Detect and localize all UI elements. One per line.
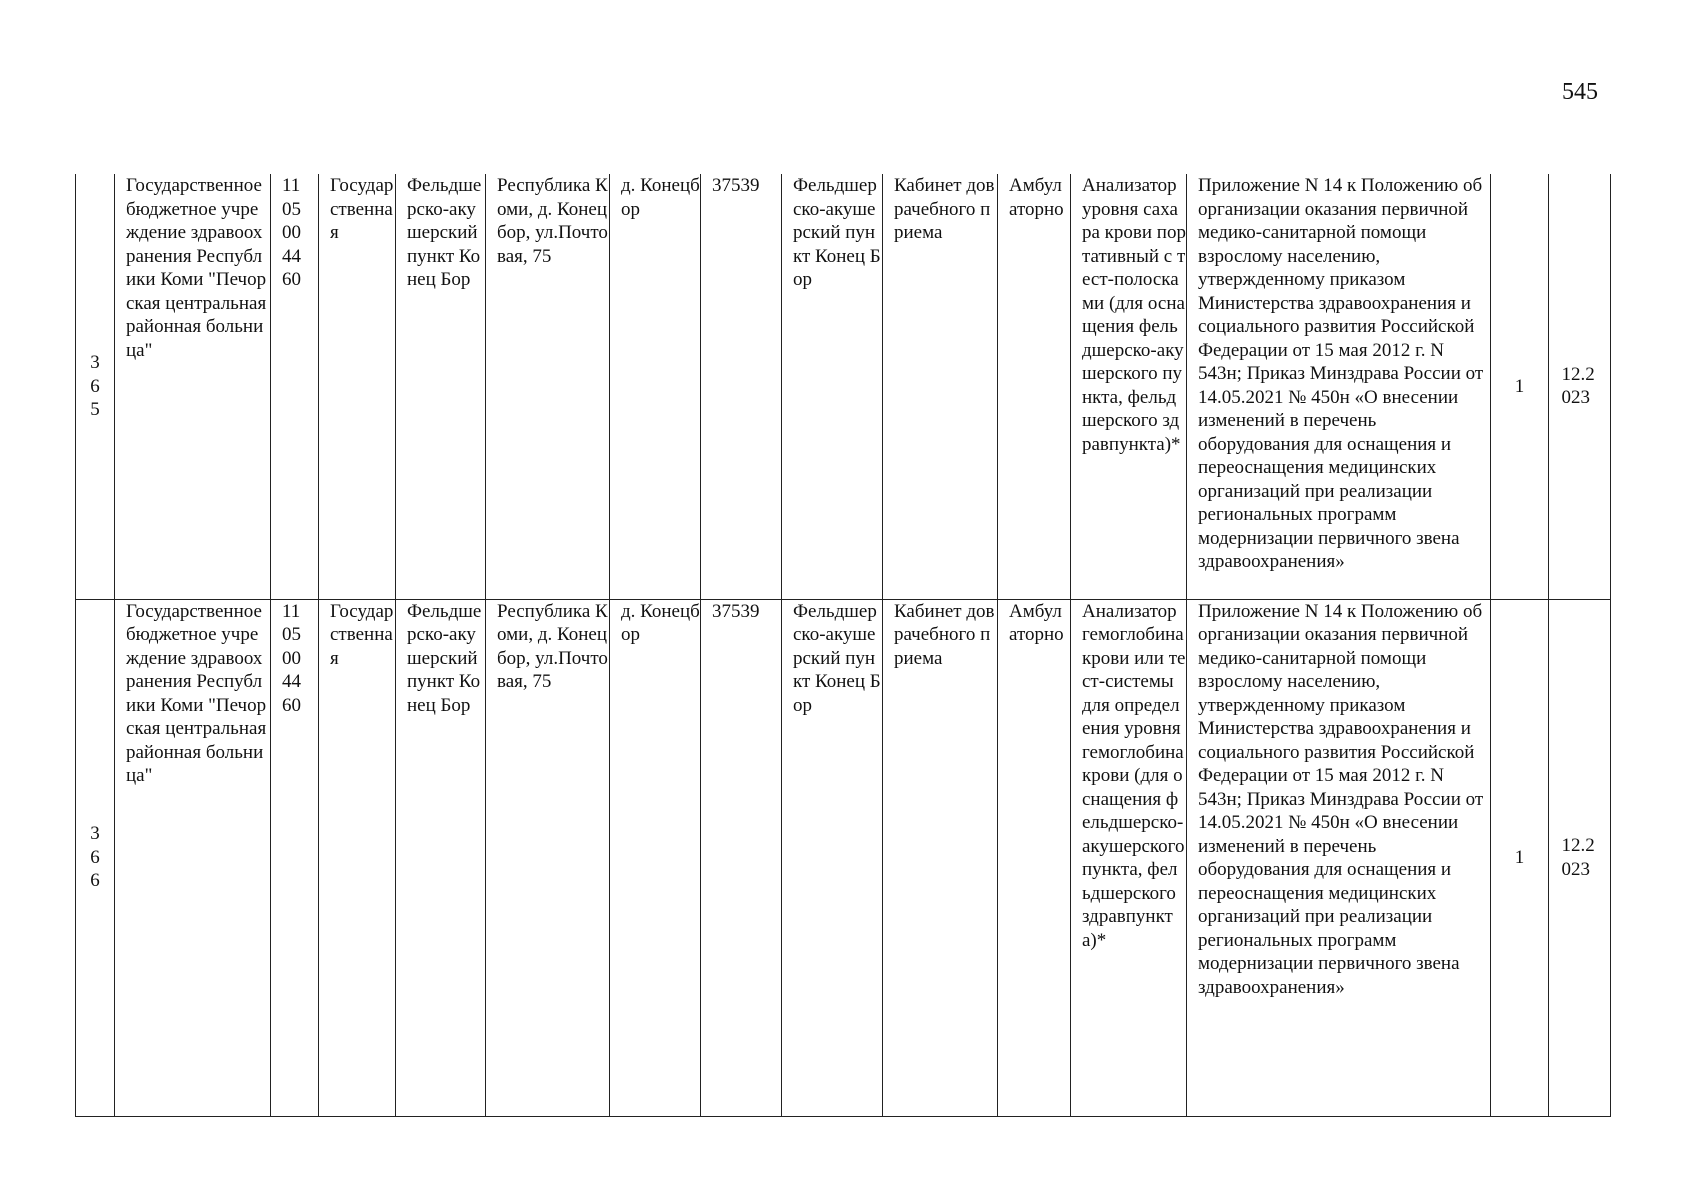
legal-basis: Приложение N 14 к Положению об организации оказания первичной медико-санитарной помощи взрослому населению, утвержденному приказом Министерства здравоохранения и социального развития Российской Федерации от 15 мая 2012 г. N 543н; Приказ Минздрава России от 14.05.2021 № 450н «О внесении изменений в перечень оборудования для оснащения и переоснащения медицинских организаций при реализации региональных программ модернизации первичного звена здравоохранения»: [1198, 600, 1484, 998]
organization-name: Государственное бюджетное учреждение здравоохранения Республики Коми "Печорская центральная районная больница": [126, 175, 267, 361]
care-type-cell: [998, 174, 1071, 599]
subdivision: Фельдшерско-акушерский пункт Конец Бор: [793, 600, 881, 716]
organization-cell: [115, 174, 271, 599]
postcode-cell: [701, 599, 782, 1116]
organization-code: 1105004460: [282, 175, 301, 290]
date-cell: [1549, 599, 1611, 1116]
table-row: [76, 174, 1611, 599]
unit-name: Фельдшерско-акушерский пункт Конец Бор: [407, 600, 482, 716]
postcode: 37539: [712, 600, 760, 622]
care-type: Амбулаторно: [1009, 175, 1064, 220]
postcode-cell: [701, 174, 782, 599]
organization-name: Государственное бюджетное учреждение здравоохранения Республики Коми "Печорская центральная районная больница": [126, 600, 267, 786]
row-number: 365: [90, 352, 100, 420]
equipment-name: Анализатор уровня сахара крови портативный с тест-полосками (для оснащения фельдшерско-акушерского пункта, фельдшерского здравпункта)*: [1082, 175, 1186, 455]
table-row: [76, 599, 1611, 1116]
address-cell: [486, 599, 610, 1116]
room-cell: [883, 174, 998, 599]
address: Республика Коми, д. Конецбор, ул.Почтовая, 75: [497, 175, 608, 267]
settlement: д. Конецбор: [621, 175, 700, 220]
page-number: 545: [1562, 79, 1598, 105]
row-number-cell: [76, 174, 115, 599]
equipment-cell: [1071, 174, 1187, 599]
quantity: 1: [1514, 846, 1525, 868]
subdivision-cell: [782, 174, 883, 599]
quantity-cell: [1491, 174, 1549, 599]
equipment-table: [75, 174, 1611, 1117]
care-type-cell: [998, 599, 1071, 1116]
basis-cell: [1187, 599, 1491, 1116]
unit-name: Фельдшерско-акушерский пункт Конец Бор: [407, 175, 482, 290]
ownership-type: Государственная: [330, 600, 394, 669]
legal-basis: Приложение N 14 к Положению об организации оказания первичной медико-санитарной помощи взрослому населению, утвержденному приказом Министерства здравоохранения и социального развития Российской Федерации от 15 мая 2012 г. N 543н; Приказ Минздрава России от 14.05.2021 № 450н «О внесении изменений в перечень оборудования для оснащения и переоснащения медицинских организаций при реализации региональных программ модернизации первичного звена здравоохранения»: [1198, 175, 1484, 572]
room: Кабинет доврачебного приема: [894, 600, 995, 669]
row-number: 366: [90, 823, 100, 892]
equipment-cell: [1071, 599, 1187, 1116]
quantity-cell: [1491, 599, 1549, 1116]
equipment-name: Анализатор гемоглобина крови или тест-системы для определения уровня гемоглобина крови (для оснащения фельдшерско-акушерского пункта, фельдшерского здравпункта)*: [1082, 600, 1186, 951]
room-cell: [883, 599, 998, 1116]
care-type: Амбулаторно: [1009, 600, 1064, 645]
organization-cell: [115, 599, 271, 1116]
settlement-cell: [610, 174, 701, 599]
address-cell: [486, 174, 610, 599]
postcode: 37539: [712, 175, 760, 196]
quantity: 1: [1514, 375, 1525, 397]
code-cell: [271, 174, 319, 599]
ownership-cell: [319, 599, 396, 1116]
subdivision-cell: [782, 599, 883, 1116]
room: Кабинет доврачебного приема: [894, 175, 995, 243]
ownership-cell: [319, 174, 396, 599]
unit-cell: [396, 174, 486, 599]
address: Республика Коми, д. Конецбор, ул.Почтовая, 75: [497, 600, 608, 692]
date-cell: [1549, 174, 1611, 599]
basis-cell: [1187, 174, 1491, 599]
settlement: д. Конецбор: [621, 600, 700, 645]
subdivision: Фельдшерско-акушерский пункт Конец Бор: [793, 175, 881, 290]
code-cell: [271, 599, 319, 1116]
unit-cell: [396, 599, 486, 1116]
row-number-cell: [76, 599, 115, 1116]
ownership-type: Государственная: [330, 175, 394, 243]
date: 12.2023: [1561, 363, 1595, 409]
organization-code: 1105004460: [282, 600, 301, 716]
date: 12.2023: [1561, 835, 1595, 880]
settlement-cell: [610, 599, 701, 1116]
